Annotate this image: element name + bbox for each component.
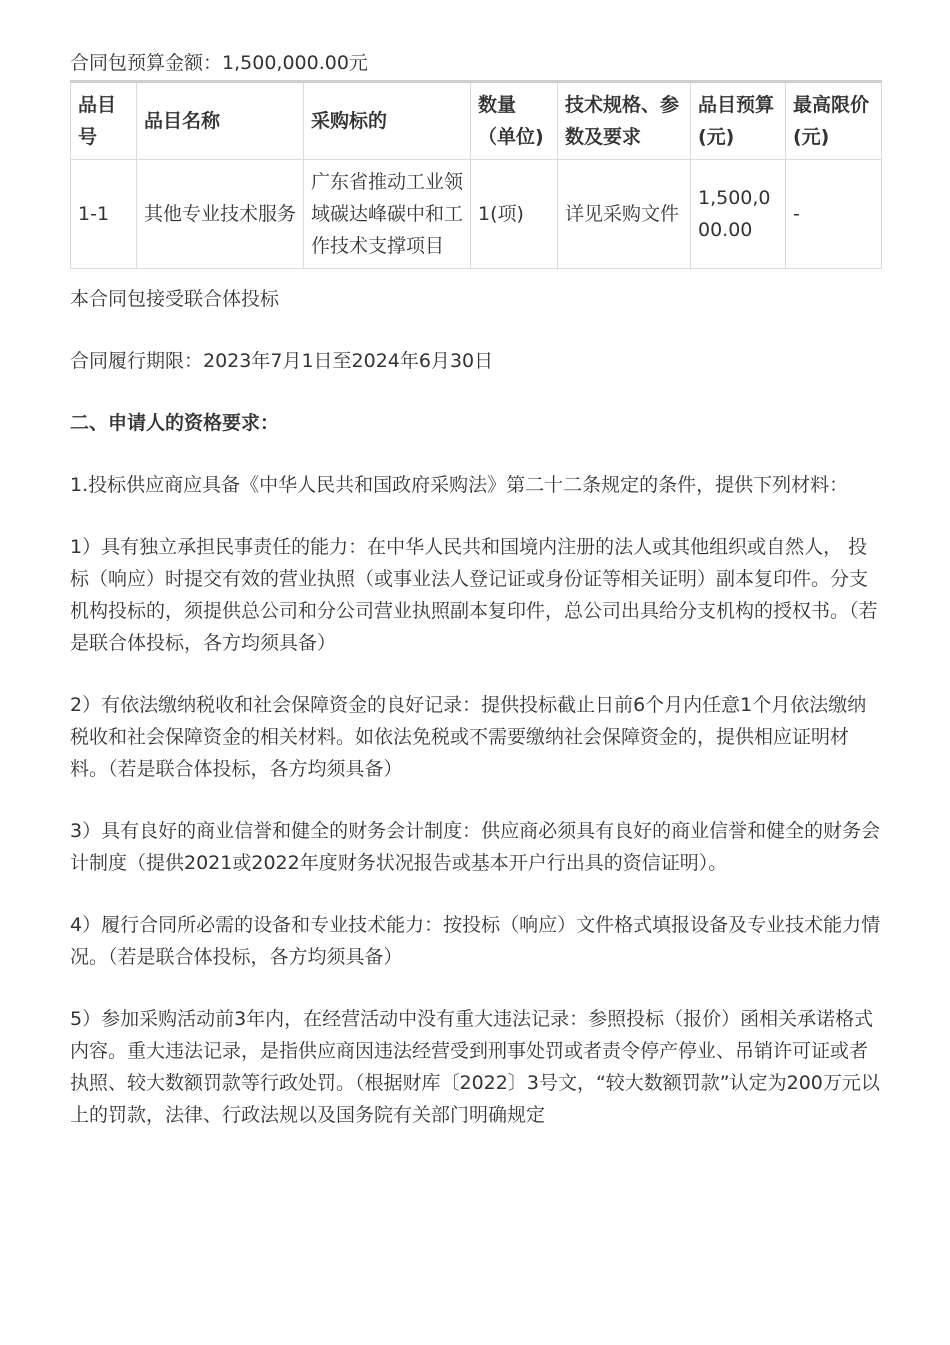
header-item-name: 品目名称: [137, 82, 304, 160]
header-target: 采购标的: [304, 82, 471, 160]
header-budget: 品目预算(元): [691, 82, 786, 160]
contract-period: 合同履行期限：2023年7月1日至2024年6月30日: [70, 350, 494, 372]
table-header-row: [71, 82, 882, 160]
header-item-no: 品目号: [71, 82, 137, 160]
cell-item-name: 其他专业技术服务: [137, 160, 304, 269]
cell-target: 广东省推动工业领域碳达峰碳中和工作技术支撑项目: [304, 160, 471, 269]
document-page: [70, 48, 882, 1131]
procurement-items-table: [70, 80, 882, 269]
cell-budget: 1,500,000.00: [691, 160, 786, 269]
consortium-note: 本合同包接受联合体投标: [70, 288, 280, 310]
header-quantity: 数量（单位): [471, 82, 558, 160]
budget-label: 合同包预算金额：: [70, 52, 223, 74]
paragraph-2: 1）具有独立承担民事责任的能力：在中华人民共和国境内注册的法人或其他组织或自然人， 投标（响应）时提交有效的营业执照（或事业法人登记证或身份证等相关证明）副本复印件。分支机构投标的，须提供总公司和分公司营业执照副本复印件，总公司出具给分支机构的授权书。（若是联合体投标，各方均须具备）: [70, 536, 878, 654]
budget-amount: 1,500,000.00元: [222, 52, 368, 74]
header-max-price: 最高限价(元): [786, 82, 882, 160]
cell-item-no: 1-1: [71, 160, 137, 269]
cell-quantity: 1(项): [471, 160, 558, 269]
cell-max-price: -: [786, 160, 882, 269]
paragraph-4: 3）具有良好的商业信誉和健全的财务会计制度：供应商必须具有良好的商业信誉和健全的财务会计制度（提供2021或2022年度财务状况报告或基本开户行出具的资信证明）。: [70, 820, 881, 874]
cell-spec: 详见采购文件: [558, 160, 691, 269]
section-title: 二、申请人的资格要求：: [70, 412, 280, 434]
table-row: [71, 160, 882, 269]
paragraph-6: 5）参加采购活动前3年内，在经营活动中没有重大违法记录：参照投标（报价）函相关承诺格式内容。重大违法记录，是指供应商因违法经营受到刑事处罚或者责令停产停业、吊销许可证或者执照、较大数额罚款等行政处罚。（根据财库〔2022〕3号文，“较大数额罚款”认定为200万元以上的罚款，法律、行政法规以及国务院有关部门明确规定: [70, 1008, 880, 1126]
header-spec: 技术规格、参数及要求: [558, 82, 691, 160]
budget-line: [70, 48, 882, 78]
paragraph-5: 4）履行合同所必需的设备和专业技术能力：按投标（响应）文件格式填报设备及专业技术能力情况。（若是联合体投标，各方均须具备）: [70, 914, 881, 968]
paragraph-1: 1.投标供应商应具备《中华人民共和国政府采购法》第二十二条规定的条件，提供下列材料：: [70, 474, 849, 496]
paragraph-3: 2）有依法缴纳税收和社会保障资金的良好记录：提供投标截止日前6个月内任意1个月依法缴纳税收和社会保障资金的相关材料。如依法免税或不需要缴纳社会保障资金的，提供相应证明材料。（若是联合体投标，各方均须具备）: [70, 694, 867, 780]
